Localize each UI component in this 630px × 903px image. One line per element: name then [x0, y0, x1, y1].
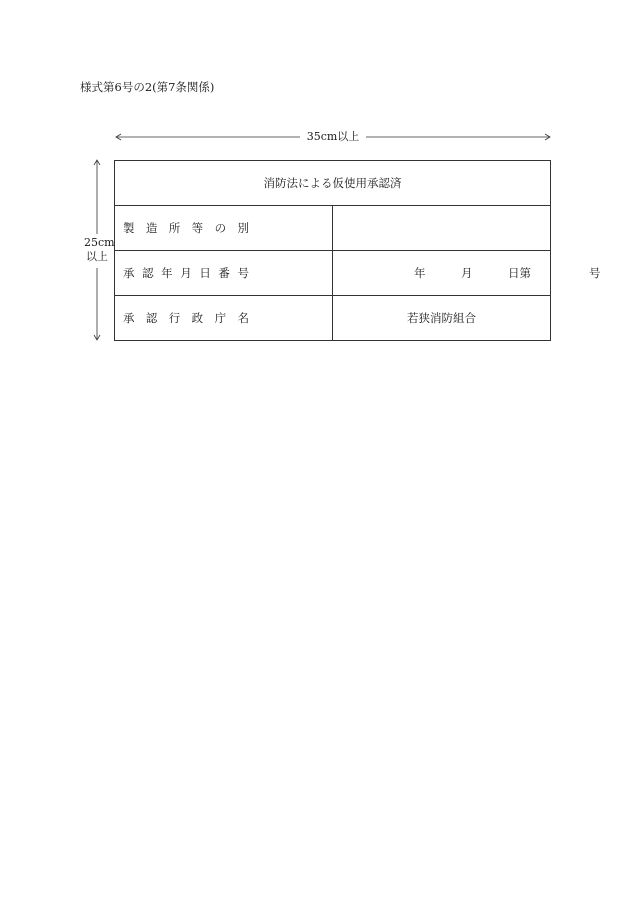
label-char: 名: [237, 311, 249, 325]
table-row-approval-date-number: [115, 251, 551, 296]
label-char: 承: [123, 266, 135, 280]
label-char: 承: [123, 311, 135, 325]
sign-title: 消防法による仮使用承認済: [115, 161, 551, 206]
label-char: 行: [168, 311, 181, 325]
label-char: 月: [180, 266, 192, 280]
label-char: 等: [191, 221, 204, 235]
height-label-line2: 以上: [86, 250, 108, 263]
label-char: 号: [237, 266, 249, 280]
table-row-approving-authority: [115, 296, 551, 341]
label-char: 製: [123, 221, 135, 235]
label-char: 造: [145, 221, 158, 235]
width-dimension-label: 35cm以上: [304, 130, 362, 144]
label-char: 別: [237, 221, 249, 235]
table-row-facility-type: [115, 206, 551, 251]
label-char: 日: [199, 266, 211, 280]
facility-type-value: [333, 206, 551, 251]
height-dimension-label: [84, 236, 115, 264]
approval-date-number-label: [115, 251, 333, 296]
label-char: 所: [168, 221, 181, 235]
label-char: 認: [145, 311, 158, 325]
height-dimension-arrow: [84, 158, 115, 342]
label-char: の: [214, 221, 227, 235]
width-dimension-arrow: [114, 130, 552, 144]
approving-authority-value: 若狭消防組合: [333, 296, 551, 341]
approval-date-number-value: [333, 251, 601, 296]
label-char: 年: [161, 266, 173, 280]
date-year-unit: 年: [414, 266, 426, 280]
label-char: 政: [191, 311, 204, 325]
height-label-line1: 25cm: [84, 236, 115, 249]
facility-type-label: [115, 206, 333, 251]
label-char: 番: [218, 266, 230, 280]
date-day-number-prefix: 日第: [508, 266, 531, 280]
form-heading: 様式第6号の2(第7条関係): [80, 80, 215, 94]
date-month-unit: 月: [461, 266, 473, 280]
sign-title-row: [115, 161, 551, 206]
label-char: 庁: [214, 311, 227, 325]
label-char: 認: [142, 266, 154, 280]
number-unit: 号: [589, 266, 601, 280]
approval-sign-table: [114, 160, 601, 341]
approving-authority-label: [115, 296, 333, 341]
